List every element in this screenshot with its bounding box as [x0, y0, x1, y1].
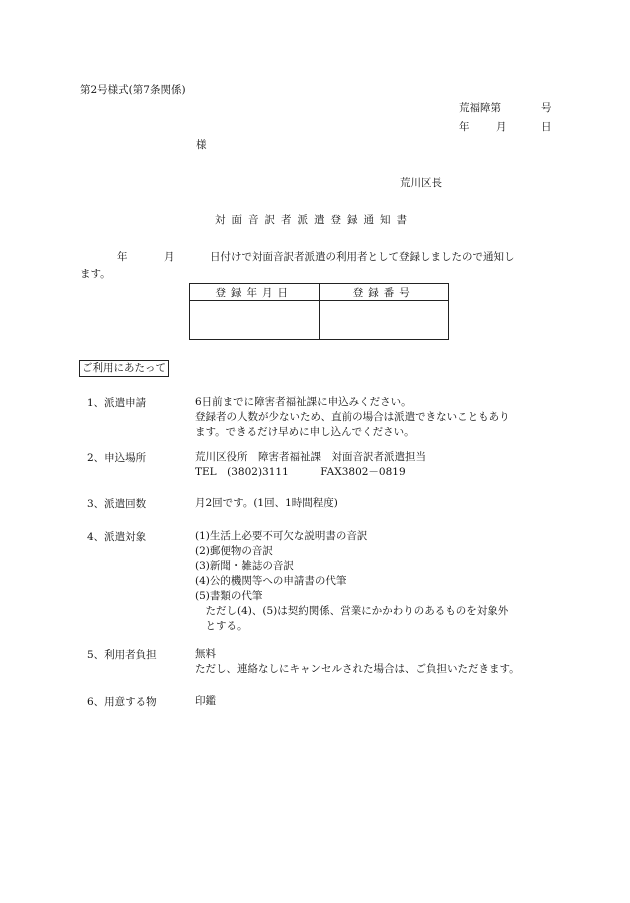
section-heading: ご利用にあたって	[79, 360, 169, 377]
item-4-line: (4)公的機関等への申請書の代筆	[195, 575, 347, 587]
form-number: 第2号様式(第7条関係)	[80, 84, 186, 96]
item-body-3	[195, 496, 338, 511]
doc-number-suffix: 号	[541, 102, 552, 114]
item-4-line: とする。	[195, 620, 248, 632]
item-6-line: 印鑑	[195, 695, 216, 707]
item-label-3: 3、派遣回数	[87, 498, 147, 510]
item-body-2	[195, 450, 426, 480]
item-2-line: 荒川区役所 障害者福祉課 対面音訳者派遣担当	[195, 451, 426, 463]
item-3-line: 月2回です。(1回、1時間程度)	[195, 497, 338, 509]
item-2-line: TEL (3802)3111 FAX3802－0819	[195, 466, 406, 478]
addressee-suffix: 様	[196, 139, 207, 151]
item-label-6: 6、用意する物	[87, 696, 157, 708]
item-label-5: 5、利用者負担	[87, 649, 157, 661]
body-text-line1: 日付けで対面音訳者派遣の利用者として登録しましたので通知し	[210, 251, 515, 263]
header-registration-number: 登録番号	[319, 284, 449, 301]
sender: 荒川区長	[400, 177, 442, 189]
item-5-line: ただし、連絡なしにキャンセルされた場合は、ご負担いただきます。	[195, 663, 520, 675]
date-month: 月	[496, 121, 507, 133]
item-1-line: 6日前までに障害者福祉課に申込みください。	[195, 396, 412, 408]
date-year: 年	[459, 121, 470, 133]
body-month: 月	[164, 251, 175, 263]
document-title: 対面音訳者派遣登録通知書	[215, 214, 413, 226]
item-body-5	[195, 647, 520, 677]
item-body-6	[195, 694, 216, 709]
item-4-line: (5)書類の代筆	[195, 590, 263, 602]
item-body-1	[195, 395, 510, 440]
item-body-4	[195, 529, 508, 634]
item-4-line: (2)郵便物の音訳	[195, 545, 273, 557]
body-text-line2: ます。	[80, 268, 111, 280]
doc-number-prefix: 荒福障第	[459, 102, 501, 114]
registration-table	[189, 283, 449, 340]
item-label-4: 4、派遣対象	[87, 531, 147, 543]
item-4-line: (1)生活上必要不可欠な説明書の音訳	[195, 530, 368, 542]
item-label-1: 1、派遣申請	[87, 397, 147, 409]
registration-date-value	[190, 301, 320, 340]
date-day: 日	[541, 121, 552, 133]
item-4-line: (3)新聞・雑誌の音訳	[195, 560, 294, 572]
registration-number-value	[319, 301, 449, 340]
item-5-line: 無料	[195, 648, 216, 660]
header-registration-date: 登録年月日	[190, 284, 320, 301]
body-year: 年	[117, 251, 128, 263]
item-label-2: 2、申込場所	[87, 452, 147, 464]
item-1-line: ます。できるだけ早めに申し込んでください。	[195, 426, 415, 438]
item-1-line: 登録者の人数が少ないため、直前の場合は派遣できないこともあり	[195, 411, 510, 423]
item-4-line: ただし(4)、(5)は契約関係、営業にかかわりのあるものを対象外	[195, 605, 509, 617]
